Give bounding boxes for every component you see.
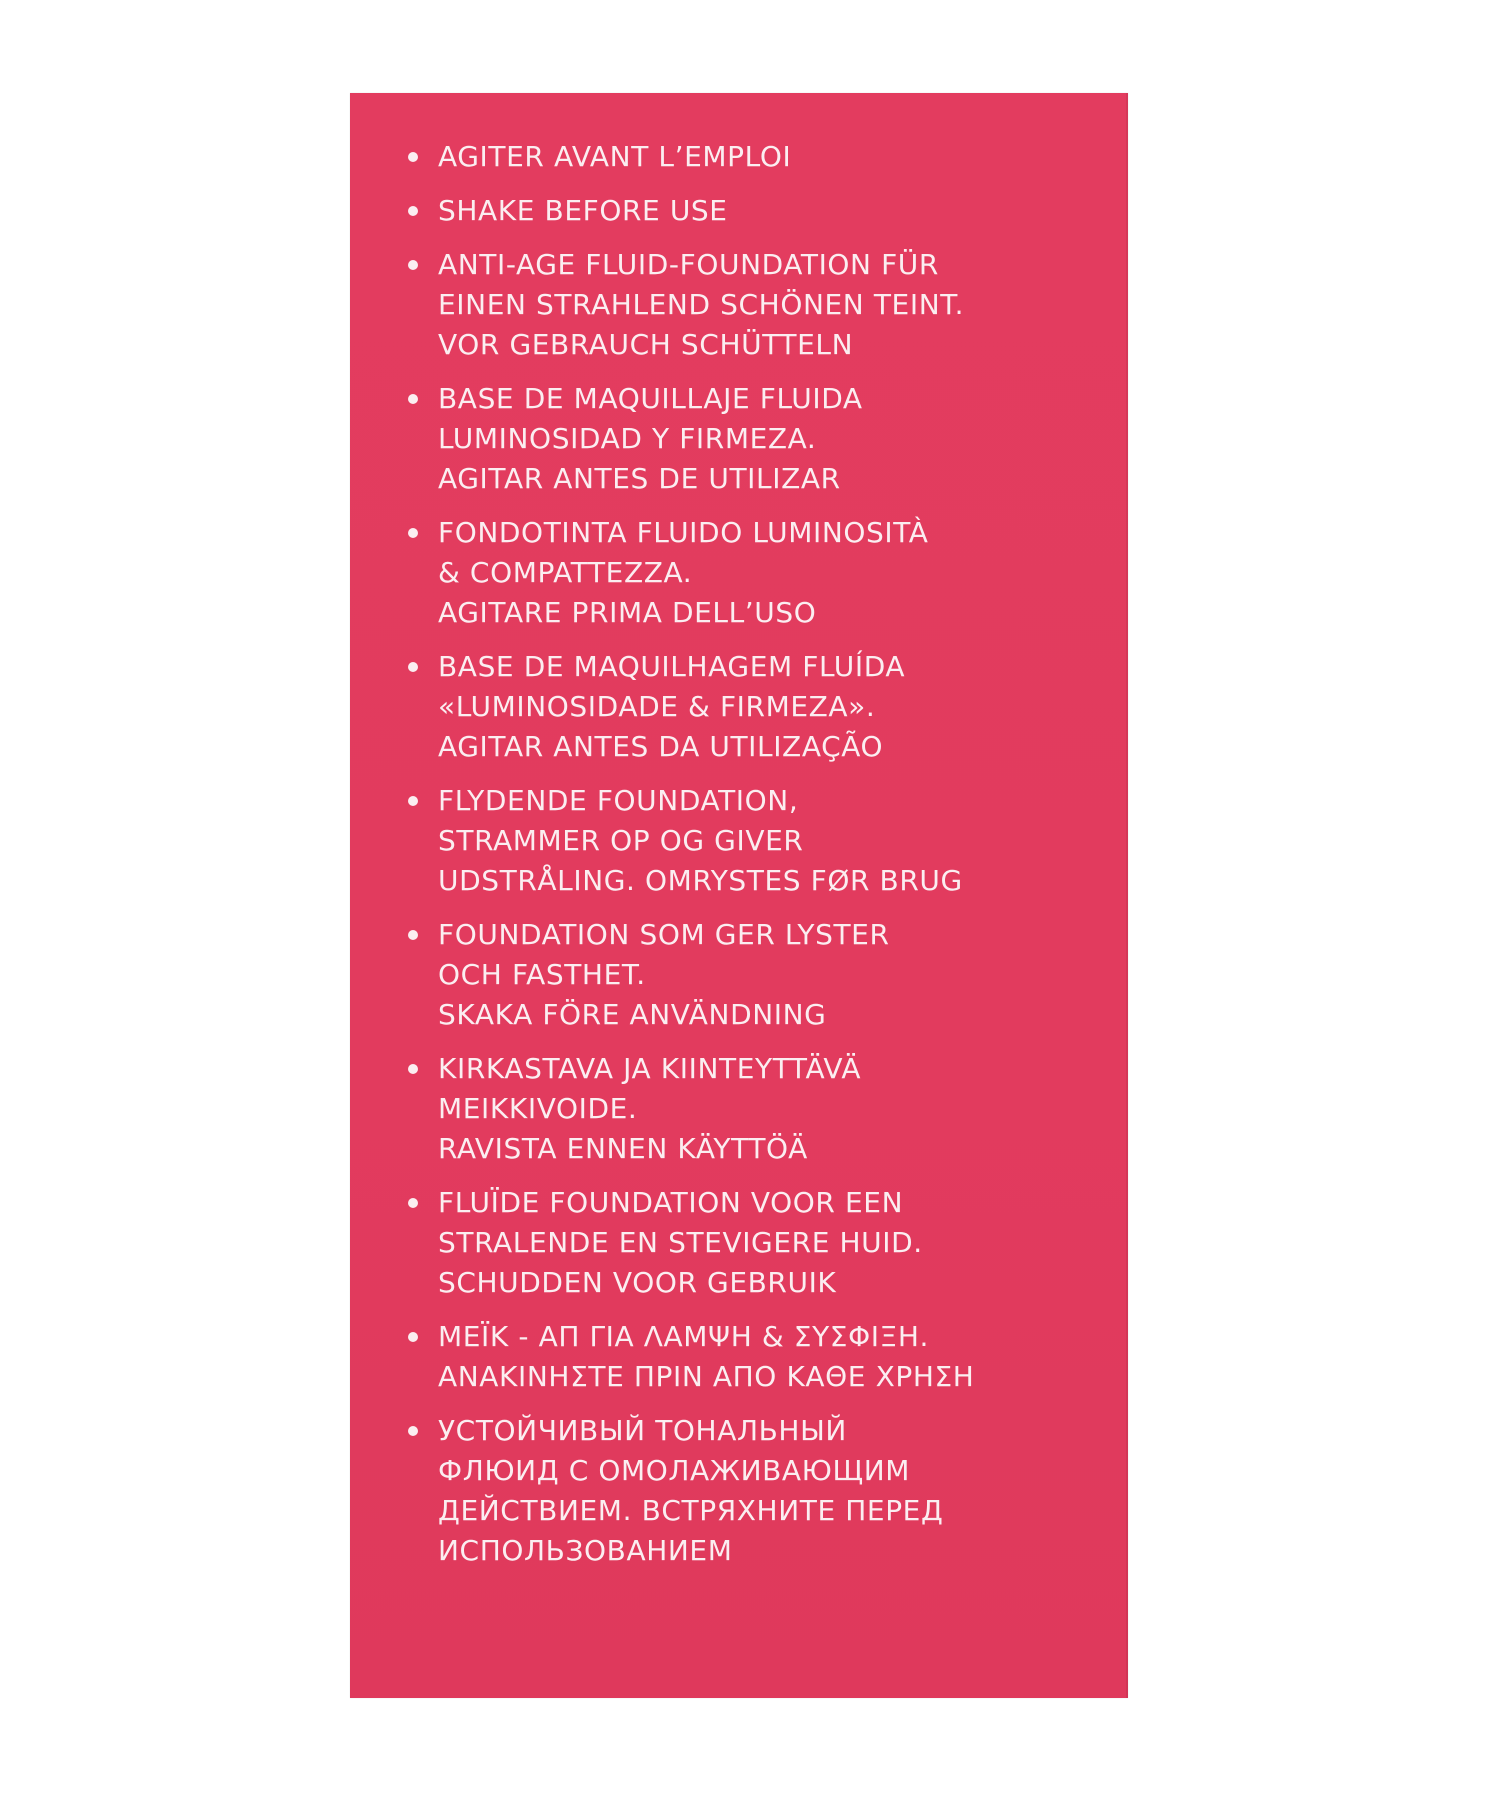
instruction-line: AGITER AVANT L’EMPLOI	[438, 140, 792, 173]
instruction-line: EINEN STRAHLEND SCHÖNEN TEINT.	[438, 288, 965, 321]
instruction-line: FLYDENDE FOUNDATION,	[438, 784, 799, 817]
bullet-icon	[408, 1426, 418, 1436]
instruction-line: ФЛЮИД С ОМОЛАЖИВАЮЩИМ	[438, 1454, 911, 1487]
instruction-item-nl	[408, 1183, 1108, 1303]
instruction-line: AGITARE PRIMA DELL’USO	[438, 596, 817, 629]
bullet-icon	[408, 1064, 418, 1074]
instruction-line: STRAMMER OP OG GIVER	[438, 824, 804, 857]
instruction-line: SHAKE BEFORE USE	[438, 194, 728, 227]
instruction-line: FONDOTINTA FLUIDO LUMINOSITÀ	[438, 516, 929, 549]
instruction-line: VOR GEBRAUCH SCHÜTTELN	[438, 328, 854, 361]
instruction-item-en	[408, 191, 1108, 231]
instruction-item-de	[408, 245, 1108, 365]
instruction-item-fi	[408, 1049, 1108, 1169]
package-panel	[350, 93, 1128, 1698]
instruction-line: ДЕЙСТВИЕМ. ВСТРЯХНИТЕ ПЕРЕД	[438, 1494, 944, 1527]
instruction-list	[408, 137, 1108, 1585]
instruction-item-fr	[408, 137, 1108, 177]
bullet-icon	[408, 394, 418, 404]
instruction-line: «LUMINOSIDADE & FIRMEZA».	[438, 690, 876, 723]
instruction-line: UDSTRÅLING. OMRYSTES FØR BRUG	[438, 864, 963, 897]
instruction-line: ΑΝΑΚΙΝΗΣΤΕ ΠΡΙΝ ΑΠΟ ΚΑΘΕ ΧΡΗΣΗ	[438, 1360, 975, 1393]
instruction-line: FLUÏDE FOUNDATION VOOR EEN	[438, 1186, 904, 1219]
instruction-line: AGITAR ANTES DE UTILIZAR	[438, 462, 841, 495]
instruction-item-el	[408, 1317, 1108, 1397]
instruction-line: ИСПОЛЬЗОВАНИЕМ	[438, 1534, 733, 1567]
instruction-line: BASE DE MAQUILLAJE FLUIDA	[438, 382, 863, 415]
bullet-icon	[408, 152, 418, 162]
bullet-icon	[408, 930, 418, 940]
instruction-line: STRALENDE EN STEVIGERE HUID.	[438, 1226, 923, 1259]
bullet-icon	[408, 796, 418, 806]
instruction-line: OCH FASTHET.	[438, 958, 646, 991]
instruction-line: FOUNDATION SOM GER LYSTER	[438, 918, 890, 951]
instruction-item-it	[408, 513, 1108, 633]
bullet-icon	[408, 662, 418, 672]
instruction-line: AGITAR ANTES DA UTILIZAÇÃO	[438, 730, 884, 763]
instruction-line: ANTI-AGE FLUID-FOUNDATION FÜR	[438, 248, 939, 281]
instruction-line: LUMINOSIDAD Y FIRMEZA.	[438, 422, 817, 455]
instruction-line: RAVISTA ENNEN KÄYTTÖÄ	[438, 1132, 808, 1165]
instruction-line: KIRKASTAVA JA KIINTEYTTÄVÄ	[438, 1052, 862, 1085]
instruction-item-ru	[408, 1411, 1108, 1571]
instruction-line: & COMPATTEZZA.	[438, 556, 693, 589]
instruction-item-pt	[408, 647, 1108, 767]
instruction-line: SKAKA FÖRE ANVÄNDNING	[438, 998, 827, 1031]
bullet-icon	[408, 260, 418, 270]
bullet-icon	[408, 1198, 418, 1208]
bullet-icon	[408, 1332, 418, 1342]
instruction-line: MEIKKIVOIDE.	[438, 1092, 638, 1125]
instruction-item-es	[408, 379, 1108, 499]
instruction-line: BASE DE MAQUILHAGEM FLUÍDA	[438, 650, 906, 683]
instruction-item-sv	[408, 915, 1108, 1035]
bullet-icon	[408, 528, 418, 538]
bullet-icon	[408, 206, 418, 216]
instruction-item-da	[408, 781, 1108, 901]
instruction-line: SCHUDDEN VOOR GEBRUIK	[438, 1266, 837, 1299]
instruction-line: УСТОЙЧИВЫЙ ТОНАЛЬНЫЙ	[438, 1414, 847, 1447]
instruction-line: ΜΕΪΚ - ΑΠ ΓΙΑ ΛΑΜΨΗ & ΣΥΣΦΙΞΗ.	[438, 1320, 930, 1353]
